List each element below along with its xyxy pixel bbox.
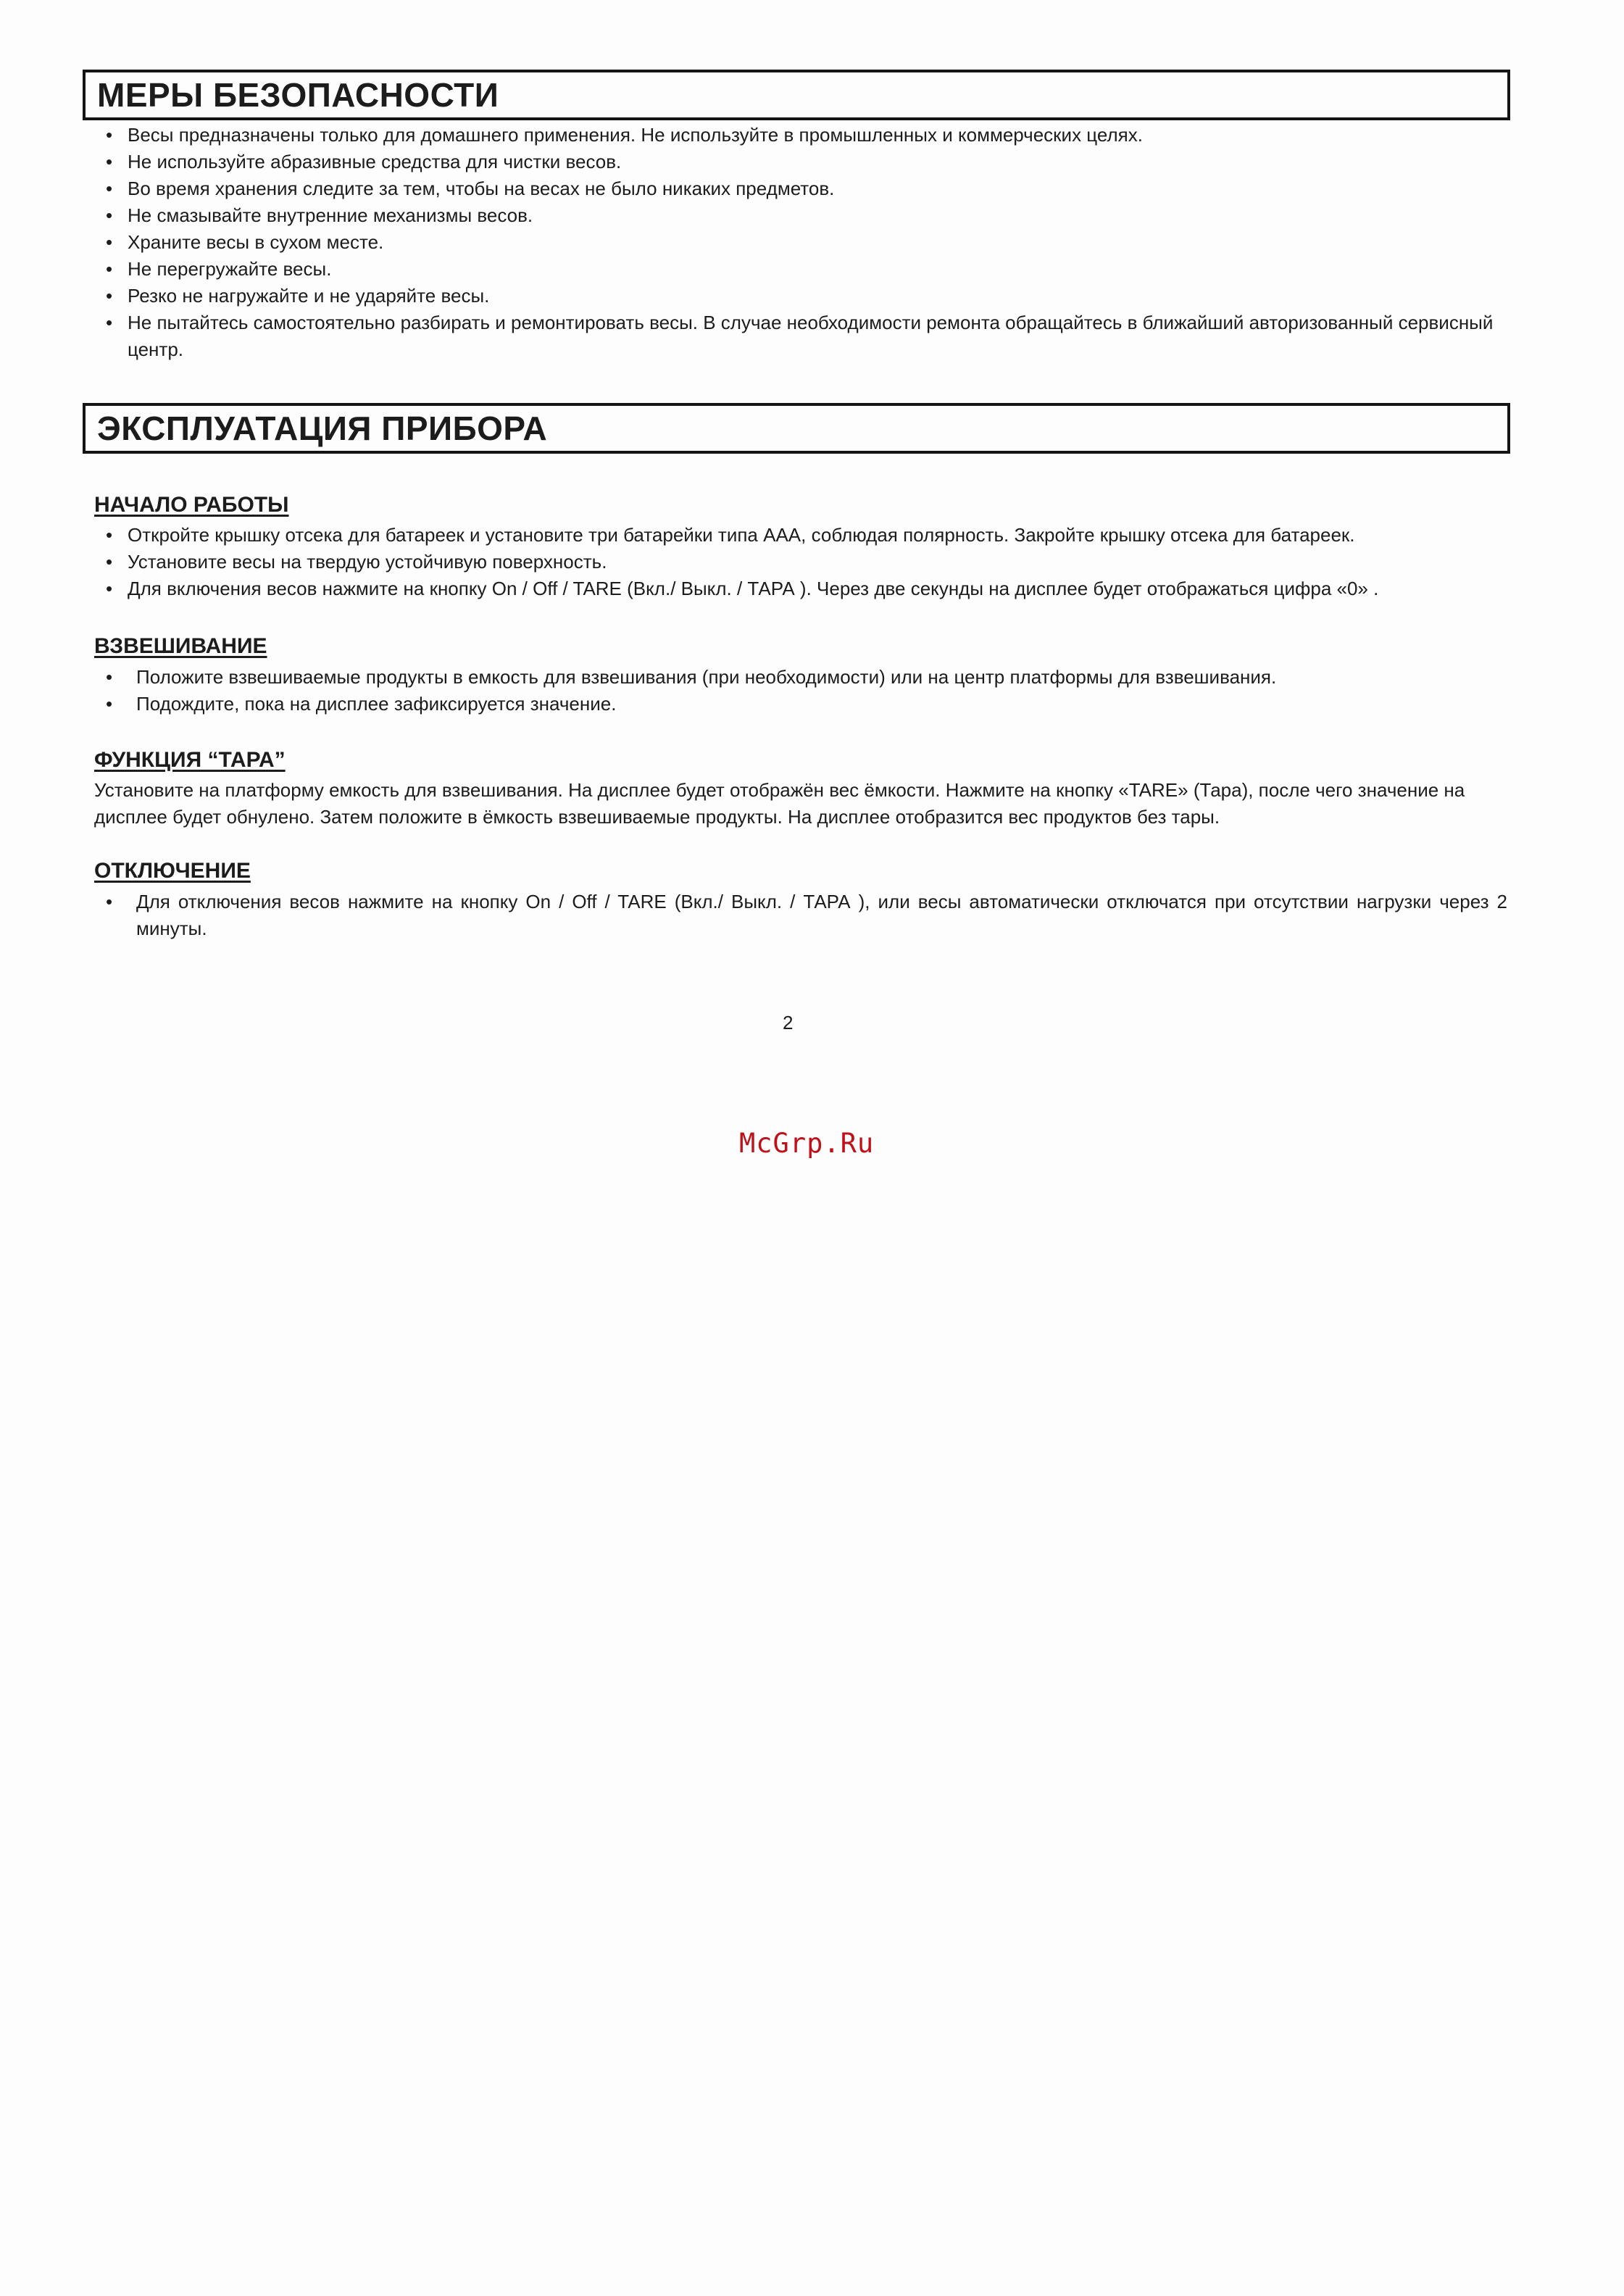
list-item: • Положите взвешиваемые продукты в емкость для взвешивания (при необходимости) или на центр платформы для взвешивания. [94, 664, 1507, 691]
list-item: • Для отключения весов нажмите на кнопку On / Off / TARE (Вкл./ Выкл. / ТАРА ), или весы автоматически отключатся при отсутствии нагрузки через 2 минуты. [94, 889, 1507, 942]
safety-section-header [83, 70, 1510, 120]
list-item: • Резко не нагружайте и не ударяйте весы. [94, 283, 1507, 309]
list-item: • Не используйте абразивные средства для чистки весов. [94, 149, 1507, 175]
list-item: • Откройте крышку отсека для батареек и установите три батарейки типа AAA, соблюдая полярность. Закройте крышку отсека для батареек. [94, 522, 1507, 549]
list-item: • Установите весы на твердую устойчивую поверхность. [94, 549, 1507, 575]
list-item: • Для включения весов нажмите на кнопку On / Off / TARE (Вкл./ Выкл. / ТАРА ). Через две секунды на дисплее будет отображаться цифра «0» . [94, 575, 1507, 602]
list-item: • Не пытайтесь самостоятельно разбирать и ремонтировать весы. В случае необходимости ремонта обращайтесь в ближайший авторизованный сервисный центр. [94, 309, 1507, 363]
off-list [94, 889, 1507, 942]
safety-list [94, 122, 1507, 363]
weighing-list [94, 664, 1507, 718]
page-number: 2 [783, 1012, 794, 1033]
watermark-text: McGrp.Ru [739, 1128, 875, 1159]
list-item: • Подождите, пока на дисплее зафиксируется значение. [94, 691, 1507, 718]
off-subheading: ОТКЛЮЧЕНИЕ [94, 859, 251, 883]
list-item: • Не смазывайте внутренние механизмы весов. [94, 202, 1507, 229]
operation-section-header [83, 403, 1510, 454]
operation-section-title: ЭКСПЛУАТАЦИЯ ПРИБОРА [97, 409, 548, 447]
start-list [94, 522, 1507, 602]
list-item: • Во время хранения следите за тем, чтобы на весах не было никаких предметов. [94, 175, 1507, 202]
list-item: • Не перегружайте весы. [94, 256, 1507, 283]
tare-paragraph: Установите на платформу емкость для взвешивания. На дисплее будет отображён вес ёмкости. Нажмите на кнопку «TARE» (Тара), после чего значение на дисплее будет обнулено. Затем положите в ёмкость взвешиваемые продукты. На дисплее отобразится вес продуктов без тары. [94, 779, 1465, 828]
list-item: • Весы предназначены только для домашнего применения. Не используйте в промышленных и коммерческих целях. [94, 122, 1507, 149]
safety-section-title: МЕРЫ БЕЗОПАСНОСТИ [97, 76, 499, 114]
list-item: • Храните весы в сухом месте. [94, 229, 1507, 256]
start-subheading: НАЧАЛО РАБОТЫ [94, 493, 289, 517]
tare-subheading: ФУНКЦИЯ “ТАРА” [94, 748, 286, 772]
weighing-subheading: ВЗВЕШИВАНИЕ [94, 634, 267, 658]
